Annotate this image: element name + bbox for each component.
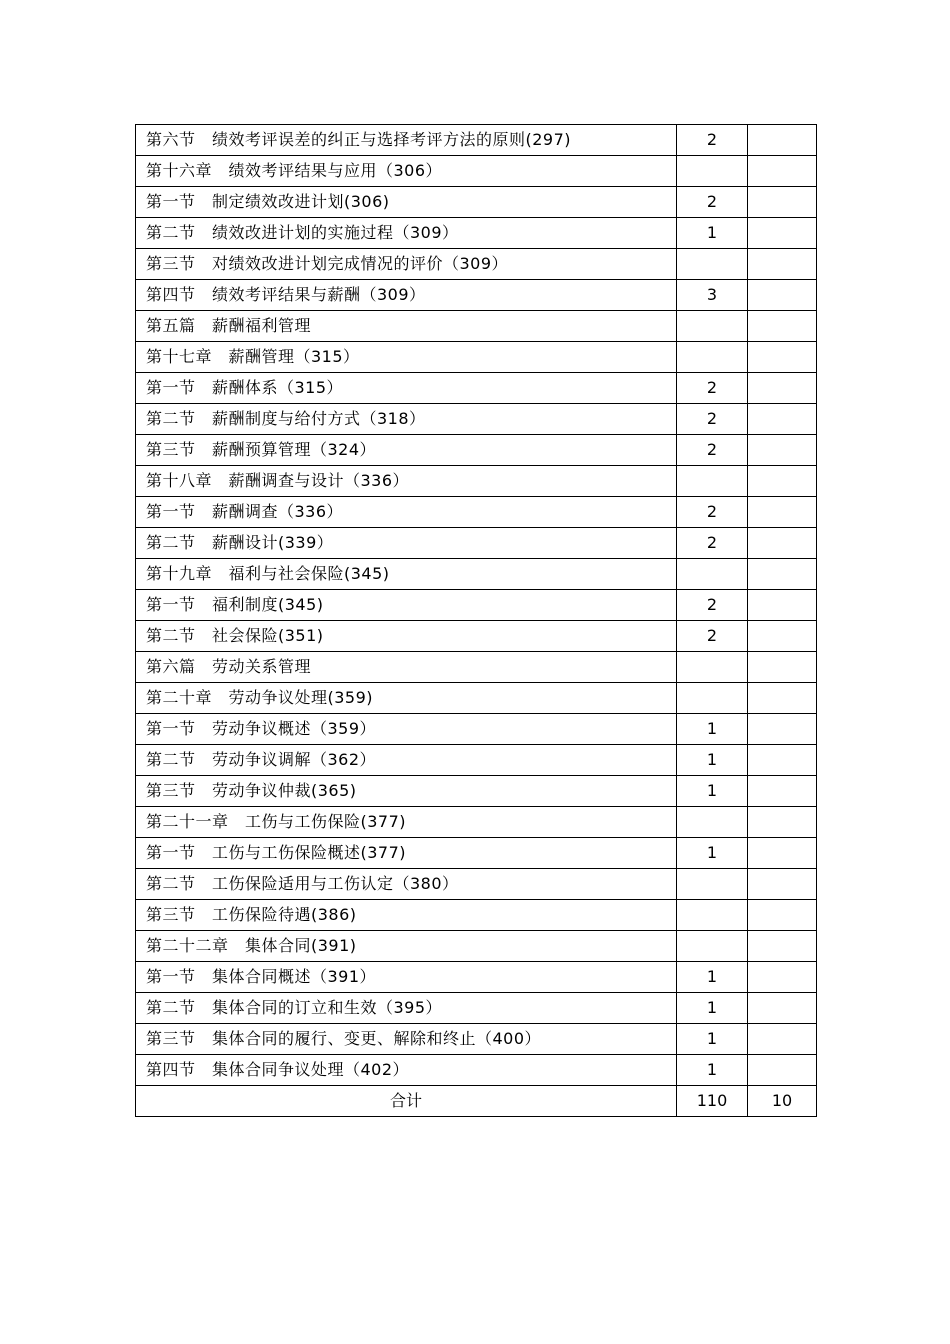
hours-cell (677, 652, 748, 683)
extra-cell (748, 1055, 817, 1086)
section-title: 第六篇 劳动关系管理 (136, 652, 677, 683)
section-title: 第一节 薪酬体系（315） (136, 373, 677, 404)
table-row (136, 590, 817, 621)
hours-cell (677, 466, 748, 497)
section-title: 第十八章 薪酬调查与设计（336） (136, 466, 677, 497)
table-row (136, 249, 817, 280)
section-title: 第四节 绩效考评结果与薪酬（309） (136, 280, 677, 311)
hours-cell (677, 559, 748, 590)
table-row (136, 745, 817, 776)
extra-cell (748, 993, 817, 1024)
table-row (136, 993, 817, 1024)
extra-cell (748, 1024, 817, 1055)
extra-cell (748, 838, 817, 869)
extra-cell (748, 931, 817, 962)
table-row (136, 714, 817, 745)
table-row (136, 435, 817, 466)
extra-cell (748, 869, 817, 900)
extra-cell (748, 714, 817, 745)
hours-cell: 1 (677, 1024, 748, 1055)
section-title: 第三节 工伤保险待遇(386) (136, 900, 677, 931)
table-row (136, 373, 817, 404)
total-row (136, 1086, 817, 1117)
section-title: 第二十二章 集体合同(391) (136, 931, 677, 962)
section-title: 第三节 劳动争议仲裁(365) (136, 776, 677, 807)
hours-cell: 3 (677, 280, 748, 311)
table-row (136, 528, 817, 559)
table-row (136, 125, 817, 156)
hours-cell (677, 807, 748, 838)
hours-cell: 2 (677, 590, 748, 621)
hours-cell: 1 (677, 745, 748, 776)
extra-cell (748, 652, 817, 683)
table-row (136, 621, 817, 652)
section-title: 第三节 集体合同的履行、变更、解除和终止（400） (136, 1024, 677, 1055)
extra-cell (748, 280, 817, 311)
section-title: 第一节 劳动争议概述（359） (136, 714, 677, 745)
total-hours: 110 (677, 1086, 748, 1117)
extra-cell (748, 745, 817, 776)
hours-cell: 1 (677, 1055, 748, 1086)
hours-cell: 2 (677, 497, 748, 528)
section-title: 第五篇 薪酬福利管理 (136, 311, 677, 342)
section-title: 第四节 集体合同争议处理（402） (136, 1055, 677, 1086)
hours-cell: 2 (677, 528, 748, 559)
table-row (136, 187, 817, 218)
table-row (136, 807, 817, 838)
hours-cell (677, 156, 748, 187)
hours-cell: 1 (677, 993, 748, 1024)
extra-cell (748, 900, 817, 931)
section-title: 第一节 制定绩效改进计划(306) (136, 187, 677, 218)
extra-cell (748, 683, 817, 714)
section-title: 第二节 工伤保险适用与工伤认定（380） (136, 869, 677, 900)
table-row (136, 1055, 817, 1086)
extra-cell (748, 218, 817, 249)
section-title: 第一节 薪酬调查（336） (136, 497, 677, 528)
extra-cell (748, 528, 817, 559)
extra-cell (748, 807, 817, 838)
section-title: 第三节 薪酬预算管理（324） (136, 435, 677, 466)
section-title: 第一节 集体合同概述（391） (136, 962, 677, 993)
section-title: 第二节 劳动争议调解（362） (136, 745, 677, 776)
extra-cell (748, 621, 817, 652)
hours-cell (677, 342, 748, 373)
extra-cell (748, 466, 817, 497)
syllabus-table (135, 124, 817, 1117)
extra-cell (748, 311, 817, 342)
hours-cell (677, 311, 748, 342)
table-row (136, 404, 817, 435)
section-title: 第二节 集体合同的订立和生效（395） (136, 993, 677, 1024)
section-title: 第二节 绩效改进计划的实施过程（309） (136, 218, 677, 249)
hours-cell: 2 (677, 435, 748, 466)
table-row (136, 311, 817, 342)
section-title: 第一节 工伤与工伤保险概述(377) (136, 838, 677, 869)
table-row (136, 900, 817, 931)
extra-cell (748, 249, 817, 280)
extra-cell (748, 404, 817, 435)
extra-cell (748, 435, 817, 466)
table-row (136, 962, 817, 993)
table-row (136, 652, 817, 683)
extra-cell (748, 590, 817, 621)
syllabus-table-body (136, 125, 817, 1086)
section-title: 第一节 福利制度(345) (136, 590, 677, 621)
hours-cell: 1 (677, 838, 748, 869)
section-title: 第二节 薪酬设计(339） (136, 528, 677, 559)
section-title: 第十六章 绩效考评结果与应用（306） (136, 156, 677, 187)
hours-cell: 2 (677, 404, 748, 435)
hours-cell: 1 (677, 776, 748, 807)
section-title: 第二节 薪酬制度与给付方式（318） (136, 404, 677, 435)
hours-cell: 1 (677, 218, 748, 249)
total-extra: 10 (748, 1086, 817, 1117)
extra-cell (748, 776, 817, 807)
table-row (136, 1024, 817, 1055)
hours-cell (677, 900, 748, 931)
extra-cell (748, 342, 817, 373)
table-row (136, 280, 817, 311)
hours-cell: 2 (677, 187, 748, 218)
hours-cell (677, 931, 748, 962)
extra-cell (748, 497, 817, 528)
table-row (136, 683, 817, 714)
table-row (136, 497, 817, 528)
extra-cell (748, 125, 817, 156)
table-row (136, 466, 817, 497)
table-row (136, 156, 817, 187)
hours-cell (677, 869, 748, 900)
table-row (136, 218, 817, 249)
hours-cell (677, 249, 748, 280)
table-row (136, 838, 817, 869)
hours-cell: 2 (677, 125, 748, 156)
hours-cell: 1 (677, 962, 748, 993)
table-row (136, 869, 817, 900)
extra-cell (748, 156, 817, 187)
section-title: 第六节 绩效考评误差的纠正与选择考评方法的原则(297) (136, 125, 677, 156)
table-row (136, 931, 817, 962)
section-title: 第二十一章 工伤与工伤保险(377) (136, 807, 677, 838)
extra-cell (748, 373, 817, 404)
hours-cell: 2 (677, 621, 748, 652)
section-title: 第三节 对绩效改进计划完成情况的评价（309） (136, 249, 677, 280)
section-title: 第二十章 劳动争议处理(359) (136, 683, 677, 714)
table-row (136, 776, 817, 807)
table-row (136, 559, 817, 590)
section-title: 第二节 社会保险(351) (136, 621, 677, 652)
total-label: 合计 (136, 1086, 677, 1117)
section-title: 第十七章 薪酬管理（315） (136, 342, 677, 373)
hours-cell: 2 (677, 373, 748, 404)
hours-cell (677, 683, 748, 714)
section-title: 第十九章 福利与社会保险(345) (136, 559, 677, 590)
hours-cell: 1 (677, 714, 748, 745)
extra-cell (748, 962, 817, 993)
extra-cell (748, 559, 817, 590)
table-row (136, 342, 817, 373)
extra-cell (748, 187, 817, 218)
